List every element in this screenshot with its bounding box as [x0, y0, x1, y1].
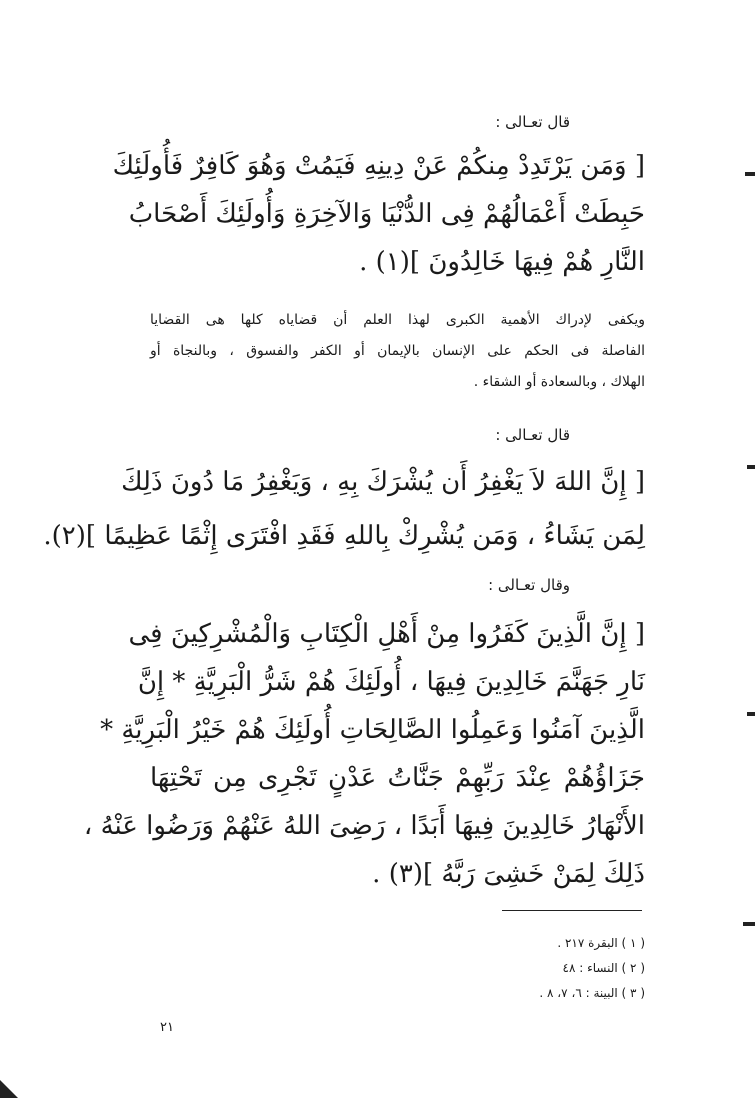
verse-1-line-2: حَبِطَتْ أَعْمَالُهُمْ فِى الدُّنْيَا وَالآخِرَةِ وَأُولَئِكَ أَصْحَابُ	[128, 199, 645, 229]
footnote-3: ( ٣ ) البينة : ٦، ٧، ٨ .	[539, 986, 645, 1000]
margin-mark	[747, 712, 755, 716]
footnote-1: ( ١ ) البقرة ٢١٧ .	[557, 936, 645, 950]
page-number: ٢١	[160, 1020, 174, 1035]
margin-mark	[743, 922, 755, 926]
verse-3-line-6: ذَلِكَ لِمَنْ خَشِىَ رَبَّهُ ](٣) .	[372, 859, 645, 889]
verse-3-line-3: الَّذِينَ آمَنُوا وَعَمِلُوا الصَّالِحَاتِ أُولَئِكَ هُمْ خَيْرُ الْبَرِيَّةِ *	[100, 715, 645, 745]
prose-line-1: ويكفى لإدراك الأهمية الكبرى لهذا العلم أن قضاياه كلها هى القضايا	[150, 312, 645, 328]
verse-3-line-4: جَزَاؤُهُمْ عِنْدَ رَبِّهِمْ جَنَّاتُ عَدْنٍ تَجْرِى مِن تَحْتِهَا	[150, 763, 645, 793]
prose-line-3: الهلاك ، وبالسعادة أو الشقاء .	[473, 374, 645, 390]
verse-1-line-1: [ وَمَن يَرْتَدِدْ مِنكُمْ عَنْ دِينِهِ فَيَمُتْ وَهُوَ كَافِرٌ فَأُولَئِكَ	[112, 151, 645, 181]
verse-1-line-3: النَّارِ هُمْ فِيهَا خَالِدُونَ ](١) .	[359, 247, 645, 277]
verse-intro-3: وقال تعـالى :	[488, 576, 570, 594]
prose-line-2: الفاصلة فى الحكم على الإنسان بالإيمان أو الكفر والفسوق ، وبالنجاة أو	[150, 343, 645, 359]
verse-intro-1: قال تعـالى :	[495, 113, 570, 131]
margin-mark	[747, 465, 755, 469]
verse-3-line-1: [ إِنَّ الَّذِينَ كَفَرُوا مِنْ أَهْلِ الْكِتَابِ وَالْمُشْرِكِينَ فِى	[128, 619, 645, 649]
footnote-separator	[502, 910, 642, 911]
verse-2-line-1: [ إِنَّ اللهَ لاَ يَغْفِرُ أَن يُشْرَكَ بِهِ ، وَيَغْفِرُ مَا دُونَ ذَلِكَ	[121, 467, 645, 497]
verse-3-line-2: نَارِ جَهَنَّمَ خَالِدِينَ فِيهَا ، أُولَئِكَ هُمْ شَرُّ الْبَرِيَّةِ * إِنَّ	[137, 667, 645, 697]
verse-3-line-5: الأَنْهَارُ خَالِدِينَ فِيهَا أَبَدًا ، رَضِىَ اللهُ عَنْهُمْ وَرَضُوا عَنْهُ ،	[83, 811, 645, 841]
verse-intro-2: قال تعـالى :	[495, 426, 570, 444]
footnote-2: ( ٢ ) النساء : ٤٨	[562, 961, 645, 975]
corner-mark	[0, 1080, 18, 1098]
verse-2-line-2: لِمَن يَشَاءُ ، وَمَن يُشْرِكْ بِاللهِ فَقَدِ افْتَرَى إِثْمًا عَظِيمًا ](٢).	[43, 521, 645, 551]
margin-mark	[745, 172, 755, 176]
